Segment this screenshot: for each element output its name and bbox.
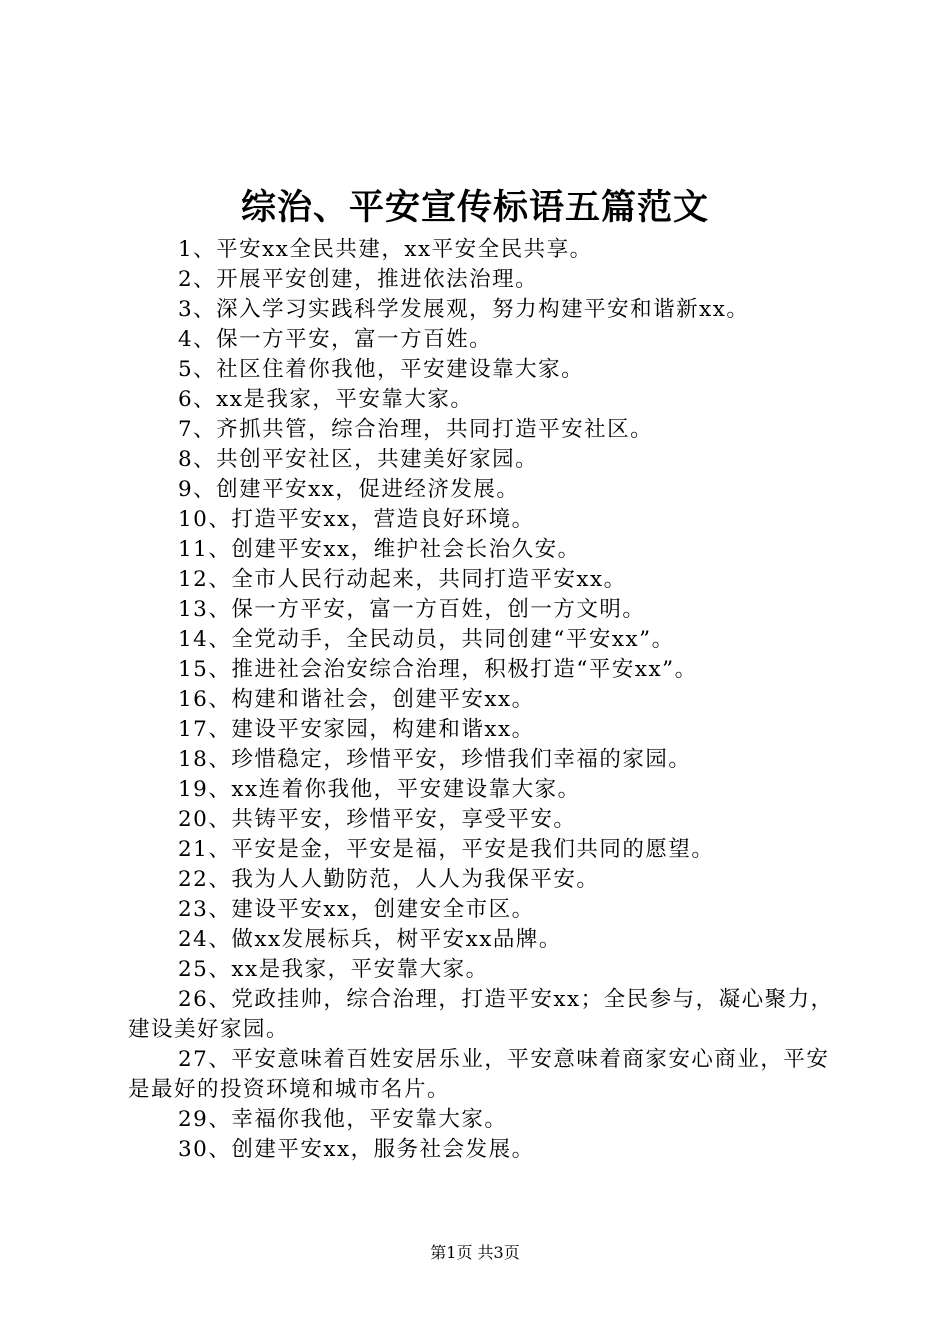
slogan-paragraph: 11、创建平安xx，维护社会长治久安。 bbox=[178, 537, 581, 562]
slogan-paragraph: 21、平安是金，平安是福，平安是我们共同的愿望。 bbox=[178, 837, 715, 862]
slogan-paragraph: 18、珍惜稳定，珍惜平安，珍惜我们幸福的家园。 bbox=[178, 747, 692, 772]
slogan-paragraph: 13、保一方平安，富一方百姓，创一方文明。 bbox=[178, 597, 646, 622]
slogan-paragraph: 26、党政挂帅，综合治理，打造平安xx；全民参与，凝心聚力，建设美好家园。 bbox=[128, 987, 834, 1042]
slogan-paragraph: 6、xx是我家，平安靠大家。 bbox=[178, 387, 474, 412]
slogan-paragraph: 22、我为人人勤防范，人人为我保平安。 bbox=[178, 867, 600, 892]
slogan-paragraph: 27、平安意味着百姓安居乐业，平安意味着商家安心商业，平安是最好的投资环境和城市名片。 bbox=[128, 1047, 830, 1102]
slogan-paragraph: 9、创建平安xx，促进经济发展。 bbox=[178, 477, 520, 502]
slogan-paragraph: 8、共创平安社区，共建美好家园。 bbox=[178, 447, 539, 472]
slogan-paragraph: 1、平安xx全民共建，xx平安全民共享。 bbox=[178, 237, 593, 262]
slogan-paragraph: 30、创建平安xx，服务社会发展。 bbox=[178, 1137, 535, 1162]
slogan-paragraph: 14、全党动手，全民动员，共同创建“平安xx”。 bbox=[178, 627, 675, 652]
slogan-paragraph: 20、共铸平安，珍惜平安，享受平安。 bbox=[178, 807, 577, 832]
slogan-paragraph: 5、社区住着你我他，平安建设靠大家。 bbox=[178, 357, 585, 382]
slogan-paragraph: 4、保一方平安，富一方百姓。 bbox=[178, 327, 493, 352]
slogan-paragraph: 12、全市人民行动起来，共同打造平安xx。 bbox=[178, 567, 627, 592]
slogan-paragraph: 15、推进社会治安综合治理，积极打造“平安xx”。 bbox=[178, 657, 698, 682]
slogan-paragraph: 25、xx是我家，平安靠大家。 bbox=[178, 957, 489, 982]
document-title: 综治、平安宣传标语五篇范文 bbox=[240, 187, 709, 228]
slogan-list bbox=[128, 235, 838, 1165]
slogan-paragraph: 3、深入学习实践科学发展观，努力构建平安和谐新xx。 bbox=[178, 297, 750, 322]
slogan-paragraph: 29、幸福你我他，平安靠大家。 bbox=[178, 1107, 508, 1132]
slogan-paragraph: 19、xx连着你我他，平安建设靠大家。 bbox=[178, 777, 581, 802]
page-footer: 第1页 共3页 bbox=[430, 1243, 520, 1262]
slogan-paragraph: 23、建设平安xx，创建安全市区。 bbox=[178, 897, 535, 922]
slogan-paragraph: 2、开展平安创建，推进依法治理。 bbox=[178, 267, 539, 292]
slogan-paragraph: 10、打造平安xx，营造良好环境。 bbox=[178, 507, 535, 532]
slogan-paragraph: 7、齐抓共管，综合治理，共同打造平安社区。 bbox=[178, 417, 654, 442]
slogan-paragraph: 16、构建和谐社会，创建平安xx。 bbox=[178, 687, 535, 712]
slogan-paragraph: 24、做xx发展标兵，树平安xx品牌。 bbox=[178, 927, 562, 952]
slogan-paragraph: 17、建设平安家园，构建和谐xx。 bbox=[178, 717, 535, 742]
